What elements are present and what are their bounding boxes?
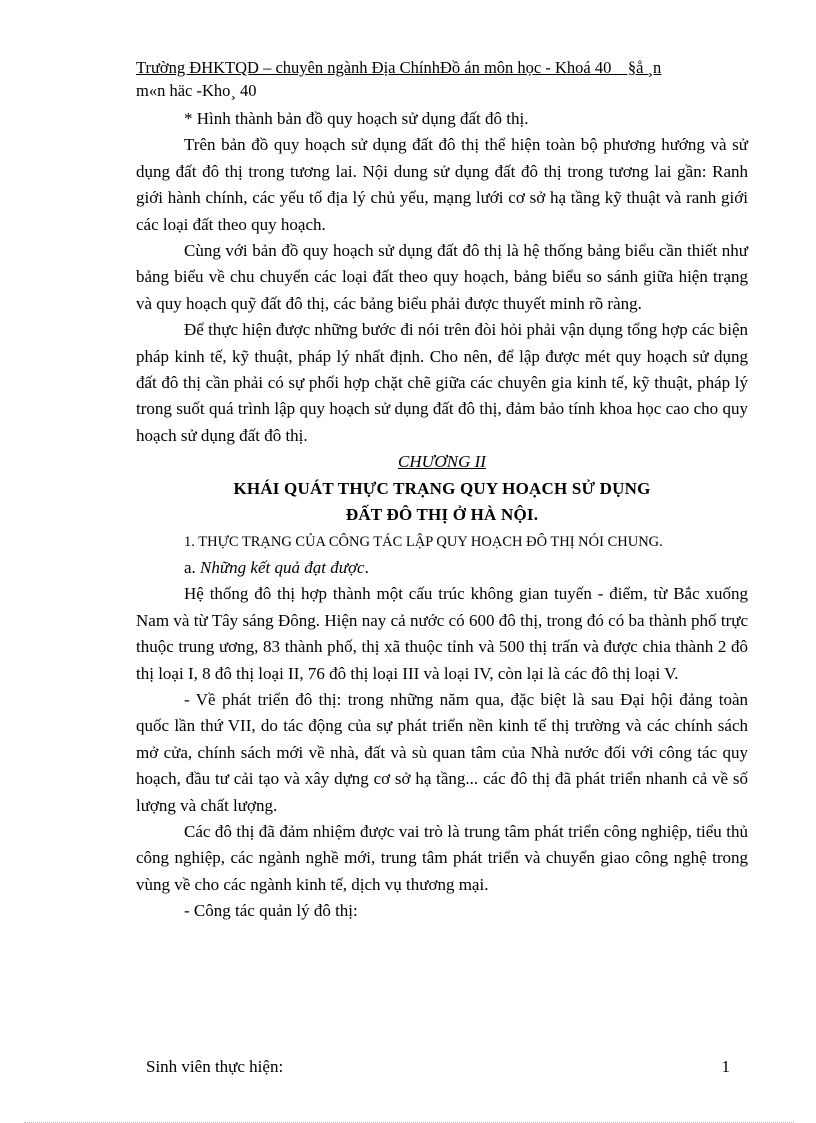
paragraph-5: Hệ thống đô thị hợp thành một cấu trúc không gian tuyến - điểm, từ Bắc xuống Nam và từ Tây sáng Đông. Hiện nay cả nước có 600 đô thị, trong đó có ba thành phố trực thuộc trung ương, 83 thành phố, thị xã thuộc tỉnh và 500 thị trấn và được chia thành 2 đô thị loại I, 8 đô thị loại II, 76 đô thị loại III và loại IV, còn lại là các đô thị loại V.: [136, 584, 748, 683]
paragraph-2: Trên bản đồ quy hoạch sử dụng đất đô thị thể hiện toàn bộ phương hướng và sử dụng đất đô thị trong tương lai. Nội dung sử dụng đất đô thị trong tương lai gần: Ranh giới hành chính, các yếu tố địa lý chủ yếu, mạng lưới cơ sở hạ tầng kỹ thuật và ranh giới các loại đất theo quy hoạch.: [136, 135, 748, 234]
page-header: [136, 56, 746, 102]
page-footer: [146, 1057, 730, 1077]
paragraph-1: * Hình thành bản đồ quy hoạch sử dụng đất đô thị.: [184, 109, 529, 128]
footer-student-label: Sinh viên thực hiện:: [146, 1057, 284, 1076]
chapter-title-line-1: KHÁI QUÁT THỰC TRẠNG QUY HOẠCH SỬ DỤNG: [233, 478, 651, 498]
paragraph-7: Các đô thị đã đảm nhiệm được vai trò là trung tâm phát triển công nghiệp, tiểu thủ công nghiệp, các ngành nghề mới, trung tâm phát triển và chuyển giao công nghệ trong vùng về cho các ngành kinh tế, dịch vụ thương mại.: [136, 821, 748, 894]
document-body: [136, 106, 748, 925]
paragraph-8: - Công tác quản lý đô thị:: [184, 901, 358, 921]
paragraph-4: Để thực hiện được những bước đi nói trên đòi hỏi phải vận dụng tổng hợp các biện pháp kinh tế, kỹ thuật, pháp lý nhất định. Cho nên, để lập được mét quy hoạch sử dụng đất đô thị cần phải có sự phối hợp chặt chẽ giữa các chuyên gia kinh tế, kỹ thuật, pháp lý trong suốt quá trình lập quy hoạch sử dụng đất đô thị, đảm bảo tính khoa học cao cho quy hoạch sử dụng đất đô thị.: [136, 320, 748, 445]
page-number: 1: [721, 1057, 730, 1076]
subsection-end: .: [364, 557, 369, 577]
subsection-letter: a.: [184, 557, 201, 577]
chapter-title-line-2: ĐẤT ĐÔ THỊ Ở HÀ NỘI.: [345, 505, 539, 525]
paragraph-3: Cùng với bản đồ quy hoạch sử dụng đất đô thị là hệ thống bảng biểu cần thiết như bảng biểu về chu chuyển các loại đất theo quy hoạch, bảng biểu so sánh giữa hiện trạng và quy hoạch quỹ đất đô thị, các bảng biểu phải được thuyết minh rõ ràng.: [136, 241, 748, 313]
header-line-1: Trường ĐHKTQD – chuyên ngành Địa ChínhĐồ án môn học - Khoá 40 _ §å ¸n: [136, 58, 662, 77]
section-heading: 1. THỰC TRẠNG CỦA CÔNG TÁC LẬP QUY HOẠCH ĐÔ THỊ NÓI CHUNG.: [184, 533, 663, 550]
subsection-heading: [136, 555, 748, 581]
paragraph-6: - Về phát triển đô thị: trong những năm qua, đặc biệt là sau Đại hội đảng toàn quốc lần thứ VII, do tác động của sự phát triển nền kinh tế thị trường và các chính sách mở cửa, chính sách mới về nhà, đất và sù quan tâm của Nhà nước đối với công tác quy hoạch, đầu tư cải tạo và xây dựng cơ sở hạ tầng... các đô thị đã phát triển nhanh cả về số lượng và chất lượng.: [136, 689, 748, 815]
subsection-title: Những kết quả đạt được: [200, 557, 365, 577]
chapter-label: [136, 449, 748, 475]
header-line-2: m«n häc -Kho¸ 40: [136, 81, 257, 100]
chapter-label-text: CHƯƠNG II: [398, 452, 486, 472]
